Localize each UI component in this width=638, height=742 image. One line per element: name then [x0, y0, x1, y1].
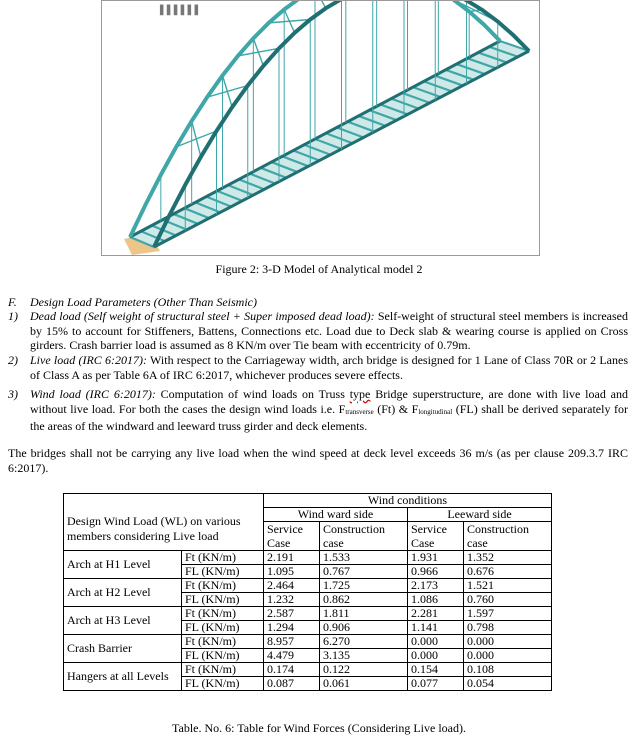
value-cell: 0.000 — [408, 635, 464, 649]
value-cell: 1.232 — [264, 593, 320, 607]
value-cell: 0.061 — [320, 677, 408, 691]
section-heading — [8, 295, 628, 310]
member-cell: Arch at H2 Level — [64, 579, 182, 607]
leeward-service-header: Service Case — [408, 522, 464, 551]
windward-header: Wind ward side — [264, 508, 408, 522]
item-body: Self-weight of structural steel members is increased by 15% to account for Stiffeners, Battens, Connections etc. Load due to Deck slab & wearing course is applied on Cross girders. Crash barrier load is assumed as 8 KN/m over Tie beam with eccentricity of 0.79m. — [30, 309, 629, 353]
value-cell: 1.931 — [408, 551, 464, 565]
value-cell: 0.862 — [320, 593, 408, 607]
list-item-live-load — [8, 353, 628, 382]
value-cell: 2.191 — [264, 551, 320, 565]
value-cell: 0.108 — [464, 663, 552, 677]
item-heading: Live load (IRC 6:2017): — [30, 353, 148, 367]
table-row — [64, 635, 552, 649]
item-number: 1) — [8, 309, 18, 323]
value-cell: 4.479 — [264, 649, 320, 663]
value-cell: 0.798 — [464, 621, 552, 635]
item-body: With respect to the Carriageway width, arch bridge is designed for 1 Lane of Class 70R or 2 Lanes of Class A as per Table 6A of IRC 6:2017, whichever produces severe effects. — [30, 353, 629, 382]
value-cell: 0.054 — [464, 677, 552, 691]
value-cell: 1.533 — [320, 551, 408, 565]
wind-forces-table — [63, 493, 552, 691]
force-label-cell: Ft (KN/m) — [182, 635, 264, 649]
item-heading: Dead load (Self weight of structural steel + Super imposed dead load): — [30, 309, 375, 323]
spellcheck-word: type — [349, 387, 371, 401]
force-label-cell: FL (KN/m) — [182, 565, 264, 579]
force-label-cell: Ft (KN/m) — [182, 607, 264, 621]
leeward-construction-header: Construction case — [464, 522, 552, 551]
value-cell: 1.294 — [264, 621, 320, 635]
value-cell: 0.000 — [408, 649, 464, 663]
table-row — [64, 579, 552, 593]
member-cell: Arch at H3 Level — [64, 607, 182, 635]
value-cell: 1.521 — [464, 579, 552, 593]
force-label-cell: Ft (KN/m) — [182, 551, 264, 565]
value-cell: 2.464 — [264, 579, 320, 593]
value-cell: 0.077 — [408, 677, 464, 691]
member-cell: Hangers at all Levels — [64, 663, 182, 691]
force-label-cell: FL (KN/m) — [182, 593, 264, 607]
model-toolbar-icon: ▌▌▌▌▌▌ — [160, 6, 202, 16]
list-item-wind-load: 3) Wind load (IRC 6:2017): Computation of wind loads on Truss type Bridge superstructure, are done with live load and without live load. For both the cases the design wind loads i.e. $F_{transverse}$ (Ft) & $F_{longitudinal}$ (FL) shall be derived separately for the areas of the windward and leeward truss girder and deck elements. — [8, 387, 628, 434]
arch-bracing — [223, 76, 233, 108]
value-cell: 0.154 — [408, 663, 464, 677]
value-cell: 1.095 — [264, 565, 320, 579]
table-row — [64, 663, 552, 677]
value-cell: 2.173 — [408, 579, 464, 593]
member-cell: Arch at H1 Level — [64, 551, 182, 579]
table-title-cell: Design Wind Load (WL) on various members considering Live load — [64, 494, 264, 551]
leeward-header: Leeward side — [408, 508, 552, 522]
member-cell: Crash Barrier — [64, 635, 182, 663]
value-cell: 1.352 — [464, 551, 552, 565]
live-load-note-paragraph: The bridges shall not be carrying any live load when the wind speed at deck level exceeds 36 m/s (as per clause 209.3.7 IRC 6:2017). — [8, 446, 628, 475]
bridge-model-image — [102, 1, 540, 256]
table-caption: Table. No. 6: Table for Wind Forces (Considering Live load). — [172, 721, 466, 735]
value-cell: 2.587 — [264, 607, 320, 621]
value-cell: 0.087 — [264, 677, 320, 691]
value-cell: 6.270 — [320, 635, 408, 649]
value-cell: 1.725 — [320, 579, 408, 593]
item-number: 3) — [8, 387, 18, 401]
force-label-cell: Ft (KN/m) — [182, 579, 264, 593]
force-label-cell: FL (KN/m) — [182, 649, 264, 663]
wind-conditions-header: Wind conditions — [264, 494, 552, 508]
arch-bracing — [192, 121, 201, 157]
value-cell: 1.597 — [464, 607, 552, 621]
item-heading: Wind load (IRC 6:2017): — [30, 387, 156, 401]
force-label-cell: FL (KN/m) — [182, 621, 264, 635]
value-cell: 8.957 — [264, 635, 320, 649]
value-cell: 3.135 — [320, 649, 408, 663]
value-cell: 2.281 — [408, 607, 464, 621]
value-cell: 1.141 — [408, 621, 464, 635]
value-cell: 0.966 — [408, 565, 464, 579]
windward-construction-header: Construction case — [320, 522, 408, 551]
bridge-model-figure — [101, 0, 540, 256]
section-title: Design Load Parameters (Other Than Seismic) — [30, 295, 257, 309]
value-cell: 1.811 — [320, 607, 408, 621]
force-label-cell: Ft (KN/m) — [182, 663, 264, 677]
value-cell: 0.000 — [464, 635, 552, 649]
value-cell: 0.906 — [320, 621, 408, 635]
windward-service-header: Service Case — [264, 522, 320, 551]
list-item-dead-load — [8, 309, 628, 353]
table-row — [64, 607, 552, 621]
value-cell: 0.000 — [464, 649, 552, 663]
value-cell: 0.760 — [464, 593, 552, 607]
value-cell: 0.676 — [464, 565, 552, 579]
section-letter: F. — [8, 295, 17, 309]
figure-caption: Figure 2: 3-D Model of Analytical model 2 — [215, 262, 423, 276]
item-number: 2) — [8, 353, 18, 367]
value-cell: 0.174 — [264, 663, 320, 677]
value-cell: 1.086 — [408, 593, 464, 607]
subscript-transverse: transverse — [345, 407, 374, 416]
subscript-longitudinal: longitudinal — [418, 407, 453, 416]
value-cell: 0.122 — [320, 663, 408, 677]
value-cell: 0.767 — [320, 565, 408, 579]
table-row — [64, 551, 552, 565]
force-label-cell: FL (KN/m) — [182, 677, 264, 691]
